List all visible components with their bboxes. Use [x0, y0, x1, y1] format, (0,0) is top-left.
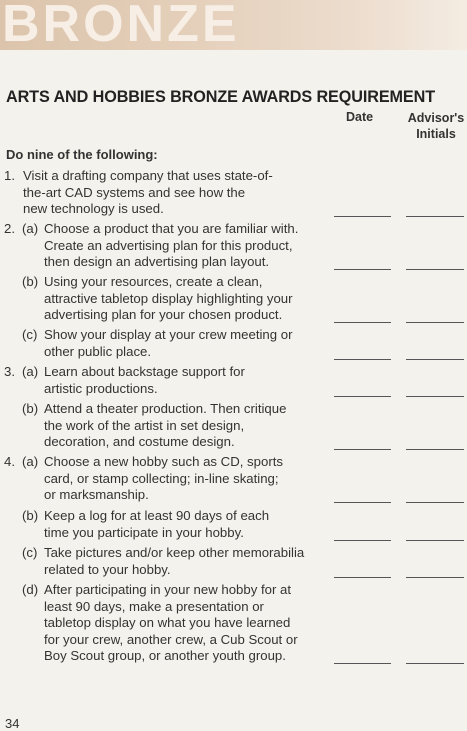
- initials-blank-line: [406, 216, 464, 217]
- header-band: [0, 0, 467, 50]
- instruction-text: Do nine of the following:: [6, 147, 158, 162]
- requirement-sub-label: (b): [22, 508, 39, 523]
- date-blank-line: [334, 449, 391, 450]
- requirement-text-line: tabletop display on what you have learned: [44, 615, 291, 630]
- requirement-text-line: advertising plan for your chosen product.: [44, 307, 283, 322]
- requirement-text-line: Learn about backstage support for: [44, 364, 245, 379]
- date-blank-line: [334, 502, 391, 503]
- initials-blank-line: [406, 396, 464, 397]
- requirement-text-line: new technology is used.: [23, 201, 164, 216]
- requirement-text-line: for your crew, another crew, a Cub Scout or: [44, 631, 298, 647]
- requirement-number: 2.: [4, 221, 15, 236]
- requirement-sub-label: (c): [22, 327, 38, 342]
- date-blank-line: [334, 577, 391, 578]
- requirement-sub-label: (b): [22, 274, 39, 289]
- initials-blank-line: [406, 663, 464, 664]
- initials-blank-line: [406, 322, 464, 323]
- requirement-sub-label: (a): [22, 221, 39, 236]
- requirement-sub-label: (c): [22, 545, 38, 560]
- date-blank-line: [334, 322, 391, 323]
- requirement-text-line: artistic productions.: [44, 380, 158, 396]
- requirement-text-line: then design an advertising plan layout.: [44, 254, 270, 269]
- initials-blank-line: [406, 577, 464, 578]
- advisor-header-line2: Initials: [416, 127, 456, 141]
- requirement-text-line: Take pictures and/or keep other memorabilia: [44, 545, 305, 560]
- requirement-text-line: decoration, and costume design.: [44, 434, 235, 449]
- requirement-text-line: Visit a drafting company that uses state-of-: [23, 168, 273, 183]
- date-blank-line: [334, 359, 391, 360]
- requirement-text-line: related to your hobby.: [44, 561, 171, 577]
- requirement-text-line: Boy Scout group, or another youth group.: [44, 648, 286, 663]
- requirement-sub-label: (b): [22, 401, 39, 416]
- initials-blank-line: [406, 269, 464, 270]
- requirement-text-line: time you participate in your hobby.: [44, 524, 244, 540]
- initials-blank-line: [406, 540, 464, 541]
- header-band-word: BRONZE: [2, 0, 240, 50]
- requirement-text-line: After participating in your new hobby for at: [44, 582, 292, 597]
- requirement-text-line: the work of the artist in set design,: [44, 417, 245, 433]
- requirement-text-line: other public place.: [44, 343, 152, 359]
- date-blank-line: [334, 663, 391, 664]
- advisor-header-line1: Advisor's: [407, 111, 465, 125]
- date-blank-line: [334, 396, 391, 397]
- date-blank-line: [334, 269, 391, 270]
- requirement-text-line: the-art CAD systems and see how the: [23, 184, 246, 200]
- requirement-text-line: Choose a new hobby such as CD, sports: [44, 454, 283, 469]
- requirement-text-line: attractive tabletop display highlighting your: [44, 290, 293, 306]
- initials-blank-line: [406, 449, 464, 450]
- requirement-text-line: Using your resources, create a clean,: [44, 274, 263, 289]
- initials-blank-line: [406, 359, 464, 360]
- requirement-text-line: card, or stamp collecting; in-line skating;: [44, 470, 279, 486]
- requirement-text-line: Keep a log for at least 90 days of each: [44, 508, 270, 523]
- requirement-text-line: Choose a product that you are familiar with.: [44, 221, 299, 236]
- requirement-number: 3.: [4, 364, 15, 379]
- date-column-header: Date: [346, 110, 374, 124]
- requirement-sub-label: (d): [22, 582, 39, 597]
- date-blank-line: [334, 216, 391, 217]
- requirement-text-line: Create an advertising plan for this product,: [44, 237, 293, 253]
- advisor-initials-column-header: [405, 110, 467, 142]
- initials-blank-line: [406, 502, 464, 503]
- requirement-sub-label: (a): [22, 364, 39, 379]
- requirement-number: 4.: [4, 454, 15, 469]
- page-number: 34: [5, 716, 20, 731]
- requirement-text-line: Show your display at your crew meeting or: [44, 327, 293, 342]
- requirement-text-line: or marksmanship.: [44, 487, 149, 502]
- requirement-text-line: Attend a theater production. Then critique: [44, 401, 287, 416]
- page-title: ARTS AND HOBBIES BRONZE AWARDS REQUIREMENT: [6, 88, 435, 106]
- date-blank-line: [334, 540, 391, 541]
- requirement-text-line: least 90 days, make a presentation or: [44, 598, 264, 614]
- requirement-number: 1.: [4, 168, 15, 183]
- requirement-sub-label: (a): [22, 454, 39, 469]
